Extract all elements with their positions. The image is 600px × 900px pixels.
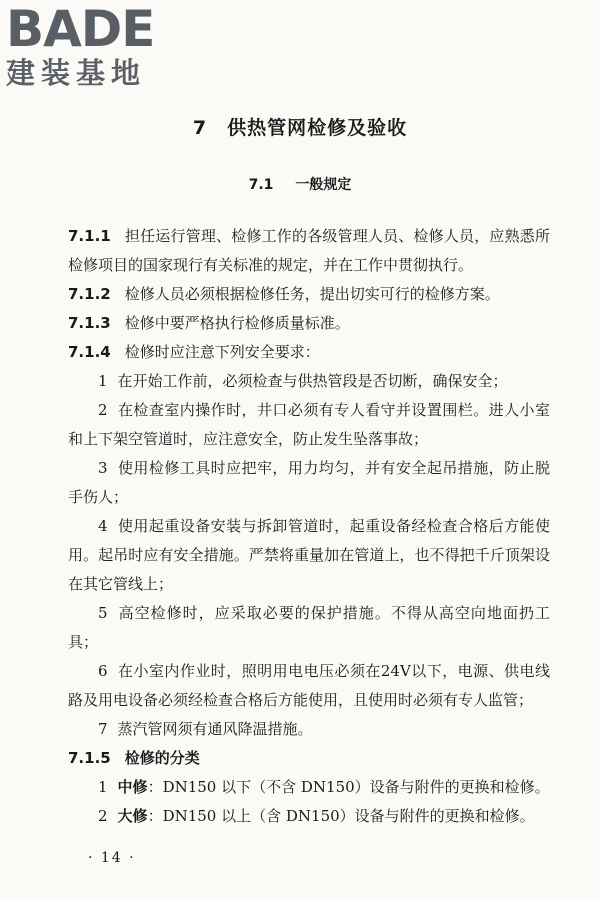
item-number: 2 — [98, 401, 108, 419]
item-text: 在开始工作前，必须检查与供热管段是否切断，确保安全； — [117, 372, 508, 390]
item-keyword: 中修 — [117, 778, 148, 796]
item-number: 2 — [98, 807, 108, 825]
clause-number: 7.1.3 — [68, 314, 111, 332]
clause-number: 7.1.1 — [68, 227, 111, 245]
clause-number: 7.1.5 — [68, 749, 111, 767]
item-text: 使用检修工具时应把牢，用力均匀，并有安全起吊措施，防止脱手伤人； — [68, 459, 550, 506]
chapter-title-text: 供热管网检修及验收 — [227, 117, 408, 139]
item-text: 使用起重设备安装与拆卸管道时，起重设备经检查合格后方能使用。起吊时应有安全措施。严禁将重量加在管道上，也不得把千斤顶架设在其它管线上； — [68, 517, 550, 593]
item-number: 1 — [98, 778, 108, 796]
clause-number: 7.1.2 — [68, 285, 111, 303]
item-number: 3 — [98, 459, 108, 477]
list-item — [68, 396, 550, 454]
item-number: 1 — [98, 372, 108, 390]
section-title-text: 一般规定 — [295, 177, 352, 193]
clause-text: 检修的分类 — [124, 749, 200, 767]
list-item — [68, 715, 550, 744]
item-number: 6 — [98, 662, 108, 680]
clause-text: 担任运行管理、检修工作的各级管理人员、检修人员，应熟悉所检修项目的国家现行有关标准的规定，并在工作中贯彻执行。 — [68, 227, 550, 274]
item-text: 高空检修时，应采取必要的保护措施。不得从高空向地面扔工具； — [68, 604, 550, 651]
item-number: 4 — [98, 517, 108, 535]
clause-7-1-4 — [68, 338, 550, 367]
logo-chinese-name: 建装基地 — [6, 56, 147, 90]
item-text: 在小室内作业时，照明用电电压必须在24V以下，电源、供电线路及用电设备必须经检查合格后方能使用，且使用时必须有专人监管； — [68, 662, 550, 709]
item-number: 7 — [98, 720, 108, 738]
brand-logo — [6, 2, 176, 90]
section-number: 7.1 — [248, 177, 274, 193]
clause-text: 检修时应注意下列安全要求： — [124, 343, 320, 361]
item-text: 蒸汽管网须有通风降温措施。 — [117, 720, 313, 738]
logo-wordmark: BADE — [6, 0, 155, 58]
chapter-title — [0, 113, 600, 140]
list-item — [68, 454, 550, 512]
list-item — [68, 599, 550, 657]
list-item — [68, 657, 550, 715]
list-item — [68, 512, 550, 599]
item-text: ：DN150 以下（不含 DN150）设备与附件的更换和检修。 — [147, 778, 550, 796]
document-body — [68, 222, 550, 831]
clause-number: 7.1.4 — [68, 343, 111, 361]
clause-7-1-2 — [68, 280, 550, 309]
clause-7-1-3 — [68, 309, 550, 338]
list-item — [68, 773, 550, 802]
list-item — [68, 367, 550, 396]
item-text: 在检查室内操作时，井口必须有专人看守并设置围栏。进人小室和上下架空管道时，应注意安全，防止发生坠落事故； — [68, 401, 550, 448]
page-number: · 14 · — [88, 850, 136, 866]
clause-text: 检修中要严格执行检修质量标准。 — [124, 314, 350, 332]
clause-text: 检修人员必须根据检修任务，提出切实可行的检修方案。 — [124, 285, 500, 303]
clause-7-1-1 — [68, 222, 550, 280]
item-keyword: 大修 — [117, 807, 148, 825]
clause-7-1-5 — [68, 744, 550, 773]
list-item — [68, 802, 550, 831]
item-text: ：DN150 以上（含 DN150）设备与附件的更换和检修。 — [147, 807, 535, 825]
section-title — [0, 174, 600, 194]
chapter-number: 7 — [192, 117, 208, 139]
item-number: 5 — [98, 604, 108, 622]
